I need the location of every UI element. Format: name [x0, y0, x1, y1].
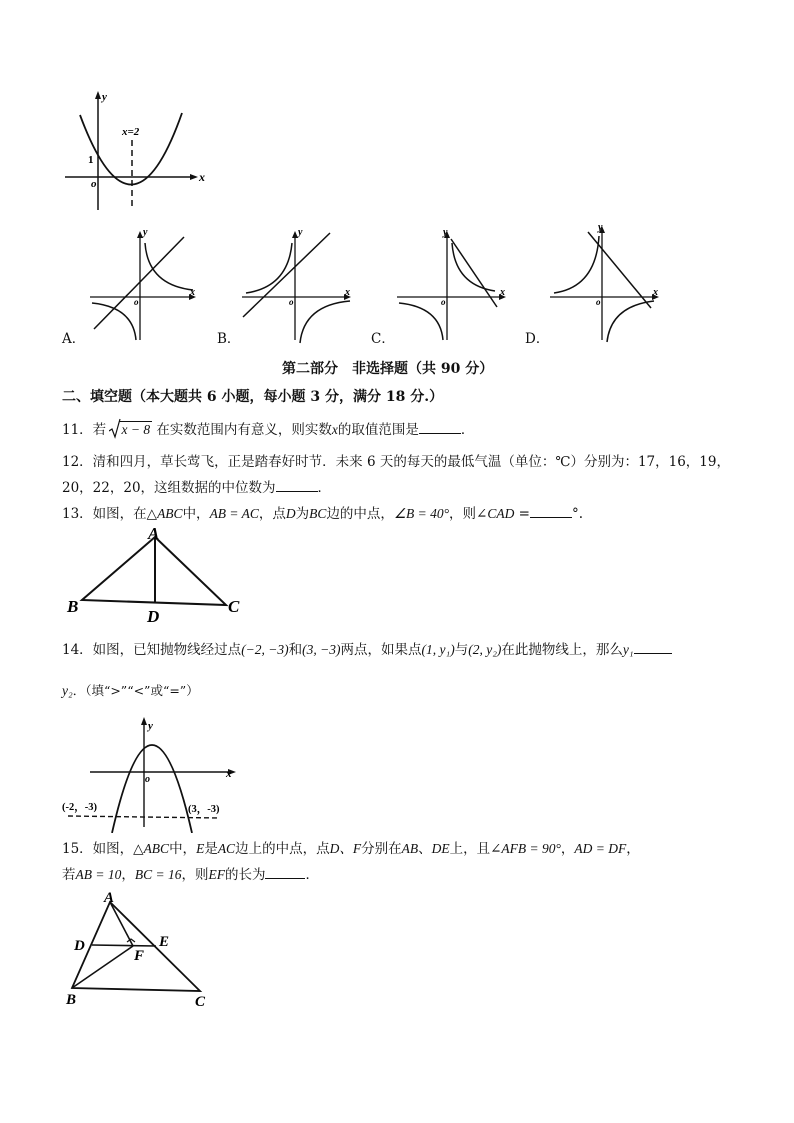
top-axis-y-label: y [102, 91, 107, 103]
option-b-x-label: x [345, 287, 350, 298]
top-origin-label: o [91, 178, 97, 190]
option-a-graph [88, 225, 203, 345]
option-d-origin: o [596, 297, 601, 307]
q11-num: 11．若 [62, 422, 107, 438]
option-c-x-label: x [500, 287, 505, 298]
option-d-y-label: y [598, 222, 603, 233]
question-12-line1: 12．清和四月，草长莺飞，正是踏春好时节．未来 6 天的每天的最低气温（单位：℃）分别为：17，16，19， [62, 454, 730, 470]
q15-label-c: C [195, 994, 206, 1008]
q14-p2: 和 [288, 642, 303, 658]
option-a-origin: o [134, 297, 139, 307]
q14-p4: 与 [454, 642, 469, 658]
q13-p4: 为 [295, 506, 310, 522]
q14-y-label: y [148, 720, 153, 732]
q15-ab: AB [401, 841, 419, 856]
q11-text: 在实数范围内有意义，则实数 [156, 422, 332, 438]
q14-answer-blank[interactable] [634, 641, 672, 654]
option-b-origin: o [289, 297, 294, 307]
q13-label-a: A [148, 525, 160, 543]
q11-end: ． [460, 422, 475, 438]
option-c-letter: C． [371, 331, 395, 347]
q15-p4: 边上的中点，点 [235, 841, 330, 857]
radical-sign-icon [109, 418, 121, 440]
option-d-graph [548, 220, 668, 345]
q15-label-a: A [104, 890, 115, 906]
q13-angle: ∠B = 40° [393, 506, 450, 521]
q15-bc16: BC = 16 [134, 867, 182, 882]
option-a-x-label: x [190, 287, 195, 298]
q15-end: ． [305, 867, 319, 883]
q14-pt2: (3, −3) [302, 642, 341, 657]
question-12-line2 [62, 479, 331, 497]
q13-p2: 中， [182, 506, 210, 522]
top-axis-x-label: x [199, 170, 205, 184]
q15-p7: 上，且∠ [449, 841, 502, 857]
q15-triangle-figure [60, 888, 220, 1008]
option-b-graph [240, 225, 360, 345]
q15-ac: AC [217, 841, 236, 856]
q14-pt4: (2, y₂) [468, 642, 502, 657]
q13-label-d: D [147, 607, 160, 625]
q15-abc: ABC [143, 841, 170, 856]
q14-pt3: (1, y₁) [421, 642, 455, 657]
question-14-line1 [62, 641, 672, 659]
q12-answer-blank[interactable] [276, 479, 318, 492]
q15-p1: 15．如图，△ [62, 841, 144, 857]
q15-p8: ， [560, 841, 575, 857]
q12-line2-text: 20，22，20，这组数据的中位数为 [62, 480, 276, 496]
q13-cad: CAD [487, 506, 515, 521]
question-15-line1 [62, 840, 640, 858]
q13-abc: ABC [157, 506, 183, 521]
q14-x-label: x [226, 768, 232, 780]
option-c-y-label: y [443, 227, 448, 238]
q14-p5: 在此抛物线上，那么 [501, 642, 623, 658]
option-d-letter: D． [525, 331, 550, 347]
question-11 [62, 421, 474, 439]
q14-y1: y₁ [622, 642, 634, 657]
q15-afb: AFB = 90° [501, 841, 561, 856]
option-a-y-label: y [143, 227, 148, 238]
q15-de: DE [431, 841, 450, 856]
q14-p1: 14．如图，已知抛物线经过点 [62, 642, 242, 658]
q13-p1: 13．如图，在△ [62, 506, 158, 522]
q13-bc: BC [309, 506, 327, 521]
question-13 [62, 505, 583, 523]
q11-var: x [331, 422, 338, 437]
q13-p5: 边的中点， [326, 506, 394, 522]
q14-p3: 两点，如果点 [340, 642, 422, 658]
q15-p9: ， [626, 841, 640, 857]
q14-point-left: (-2，-3) [62, 802, 97, 813]
q13-end: °. [571, 506, 584, 522]
question-14-line2 [62, 682, 199, 700]
q15-p6: 、 [418, 841, 432, 857]
q14-point-right: (3，-3) [188, 804, 220, 815]
q15-label-d: D [74, 938, 85, 954]
q15-ab10: AB = 10 [75, 867, 122, 882]
option-b-y-label: y [298, 227, 303, 238]
section-two-heading: 二、填空题（本大题共 6 小题，每小题 3 分，满分 18 分.） [62, 389, 444, 405]
q13-answer-blank[interactable] [530, 505, 572, 518]
q15-line2c: 的长为 [224, 867, 266, 883]
q12-end: ． [317, 480, 332, 496]
q13-p3: ，点 [258, 506, 286, 522]
top-intercept-label: 1 [88, 154, 94, 166]
q15-adf: AD = DF [574, 841, 627, 856]
q14-parabola-graph [60, 715, 250, 833]
q15-ef: EF [208, 867, 225, 882]
q15-df: D、F [329, 841, 362, 856]
q13-eq1: AB = AC [209, 506, 259, 521]
question-15-line2 [62, 866, 319, 884]
q14-pt1: (−2, −3) [241, 642, 289, 657]
q14-y2: y₂ [62, 683, 73, 698]
q15-e: E [196, 841, 205, 856]
option-a-letter: A． [62, 331, 86, 347]
q11-radical [110, 421, 152, 439]
top-line-label: x=2 [122, 126, 140, 138]
q13-p7: = [514, 506, 530, 522]
q15-p5: 分别在 [361, 841, 402, 857]
option-c-origin: o [441, 297, 446, 307]
q15-line2b: ，则 [181, 867, 209, 883]
q13-triangle-figure [60, 525, 250, 625]
q14-p6: ．（填“>”“<”或“=”） [72, 683, 199, 698]
q11-answer-blank[interactable] [419, 421, 461, 434]
q11-text2: 的取值范围是 [337, 422, 419, 438]
part-two-title: 第二部分 非选择题（共 90 分） [282, 361, 494, 377]
q15-label-f: F [134, 948, 145, 964]
q15-label-e: E [159, 934, 170, 950]
option-c-graph [395, 225, 515, 345]
top-parabola-graph [60, 85, 210, 215]
option-d-x-label: x [653, 287, 658, 298]
q14-origin-label: o [145, 774, 150, 785]
q11-radicand: x − 8 [121, 422, 151, 437]
q13-label-b: B [67, 597, 79, 616]
q15-p2: 中， [169, 841, 197, 857]
q15-label-b: B [66, 992, 77, 1008]
q15-p3: 是 [204, 841, 218, 857]
option-b-letter: B． [217, 331, 241, 347]
q13-p6: ，则∠ [449, 506, 488, 522]
q13-label-c: C [228, 597, 240, 616]
q13-d: D [285, 506, 296, 521]
q15-answer-blank[interactable] [265, 866, 305, 879]
q15-comma: ， [121, 867, 135, 883]
q15-line2a: 若 [62, 867, 76, 883]
